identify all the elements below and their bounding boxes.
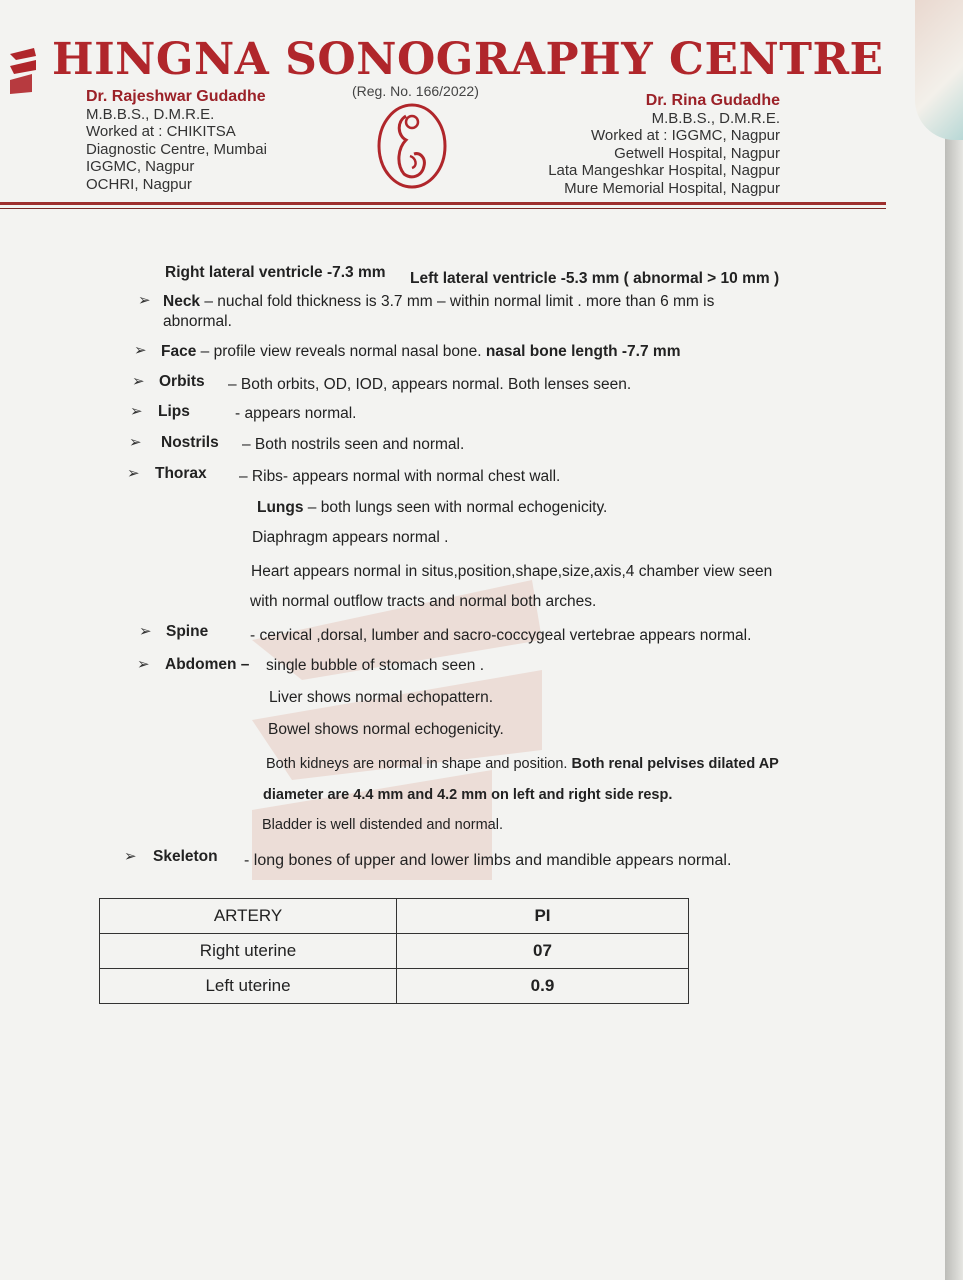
lips-label: Lips: [158, 403, 190, 420]
doctor-right-name: Dr. Rina Gudadhe: [645, 92, 780, 109]
skeleton-label: Skeleton: [153, 848, 218, 865]
arrow-bullet-icon: ➢: [127, 465, 140, 482]
stomach-text: single bubble of stomach seen .: [266, 657, 484, 674]
renal-pelvis-dilation: Both renal pelvises dilated AP: [571, 756, 779, 772]
doctor-left-line: OCHRI, Nagpur: [86, 175, 192, 193]
arrow-bullet-icon: ➢: [134, 342, 147, 359]
arrow-bullet-icon: ➢: [139, 623, 152, 640]
table-cell-pi: 0.9: [397, 969, 689, 1004]
centre-title: HINGNA SONOGRAPHY CENTRE: [52, 34, 884, 85]
kidneys-finding: [266, 756, 779, 772]
table-row: [100, 934, 689, 969]
lungs-label: Lungs: [257, 499, 304, 516]
lungs-text: – both lungs seen with normal echogenicity.: [303, 499, 608, 516]
face-text: – profile view reveals normal nasal bone.: [196, 343, 486, 360]
registration-number: (Reg. No. 166/2022): [352, 83, 479, 99]
nostrils-label: Nostrils: [161, 434, 219, 451]
nasal-bone-length: nasal bone length -7.7 mm: [485, 343, 681, 360]
lungs-finding: [257, 499, 607, 517]
doctor-right-line: Worked at : IGGMC, Nagpur: [591, 127, 780, 144]
neck-finding: [163, 293, 714, 311]
lips-text: - appears normal.: [235, 405, 357, 422]
kidneys-finding-cont: [263, 787, 672, 803]
orbits-label: Orbits: [159, 373, 205, 390]
header-divider-thin: [0, 208, 886, 209]
nostrils-text: – Both nostrils seen and normal.: [242, 436, 465, 453]
doctor-left-info: [86, 88, 267, 193]
diaphragm-text: Diaphragm appears normal .: [252, 529, 449, 546]
arrow-bullet-icon: ➢: [130, 403, 143, 420]
thorax-label: Thorax: [155, 465, 207, 482]
left-ventricle-measure: Left lateral ventricle -5.3 mm ( abnormal > 10 mm ): [410, 270, 780, 287]
skeleton-text: - long bones of upper and lower limbs and mandible appears normal.: [244, 852, 732, 869]
ap-diameter-label: diameter are: [263, 787, 354, 803]
arrow-bullet-icon: ➢: [124, 848, 137, 865]
ap-diameter-values: 4.4 mm and 4.2 mm on left and right side resp.: [353, 787, 673, 803]
liver-text: Liver shows normal echopattern.: [269, 689, 494, 706]
doctor-right-line: M.B.B.S., D.M.R.E.: [651, 109, 780, 127]
arrow-bullet-icon: ➢: [129, 434, 142, 451]
arrow-bullet-icon: ➢: [132, 373, 145, 390]
table-header-row: [100, 899, 689, 934]
right-ventricle-measure: Right lateral ventricle -7.3 mm: [165, 264, 386, 281]
face-finding: [161, 343, 680, 361]
doctor-right-line: Mure Memorial Hospital, Nagpur: [564, 179, 780, 197]
background-edge: [945, 0, 963, 1280]
heart-text-cont: with normal outflow tracts and normal both arches.: [250, 593, 597, 610]
bladder-text: Bladder is well distended and normal.: [262, 817, 503, 833]
table-row: [100, 969, 689, 1004]
neck-text-cont: abnormal.: [163, 313, 232, 330]
table-cell-pi: 07: [397, 934, 689, 969]
face-label: Face: [161, 343, 197, 360]
table-header-artery: ARTERY: [100, 899, 397, 934]
arrow-bullet-icon: ➢: [137, 656, 150, 673]
spine-label: Spine: [166, 623, 209, 640]
heart-text: Heart appears normal in situs,position,shape,size,axis,4 chamber view seen: [251, 563, 773, 580]
spine-text: - cervical ,dorsal, lumber and sacro-coccygeal vertebrae appears normal.: [250, 627, 752, 644]
orbits-text: – Both orbits, OD, IOD, appears normal. Both lenses seen.: [228, 376, 632, 393]
doctor-left-name: Dr. Rajeshwar Gudadhe: [86, 88, 266, 105]
centre-logo-icon: [6, 46, 40, 96]
doctor-left-line: Worked at : CHIKITSA: [86, 123, 236, 140]
mother-baby-emblem-icon: [376, 102, 448, 190]
background-corner: [915, 0, 963, 140]
table-cell-artery: Left uterine: [100, 969, 397, 1004]
header-divider: [0, 202, 886, 205]
table-cell-artery: Right uterine: [100, 934, 397, 969]
arrow-bullet-icon: ➢: [138, 292, 151, 309]
doctor-right-line: Lata Mangeshkar Hospital, Nagpur: [548, 162, 780, 179]
artery-pi-table: [99, 898, 689, 1004]
table-header-pi: PI: [397, 899, 689, 934]
doctor-right-info: [548, 92, 780, 197]
doctor-left-line: IGGMC, Nagpur: [86, 158, 195, 175]
abdomen-label: Abdomen –: [165, 656, 250, 673]
neck-text: – nuchal fold thickness is 3.7 mm – within normal limit . more than 6 mm is: [200, 293, 715, 310]
doctor-left-line: Diagnostic Centre, Mumbai: [86, 140, 267, 158]
bowel-text: Bowel shows normal echogenicity.: [268, 721, 504, 738]
kidneys-text: Both kidneys are normal in shape and position.: [266, 756, 572, 772]
doctor-left-line: M.B.B.S., D.M.R.E.: [86, 105, 215, 123]
neck-label: Neck: [163, 293, 201, 310]
ribs-text: – Ribs- appears normal with normal chest wall.: [239, 468, 561, 485]
doctor-right-line: Getwell Hospital, Nagpur: [614, 144, 780, 162]
